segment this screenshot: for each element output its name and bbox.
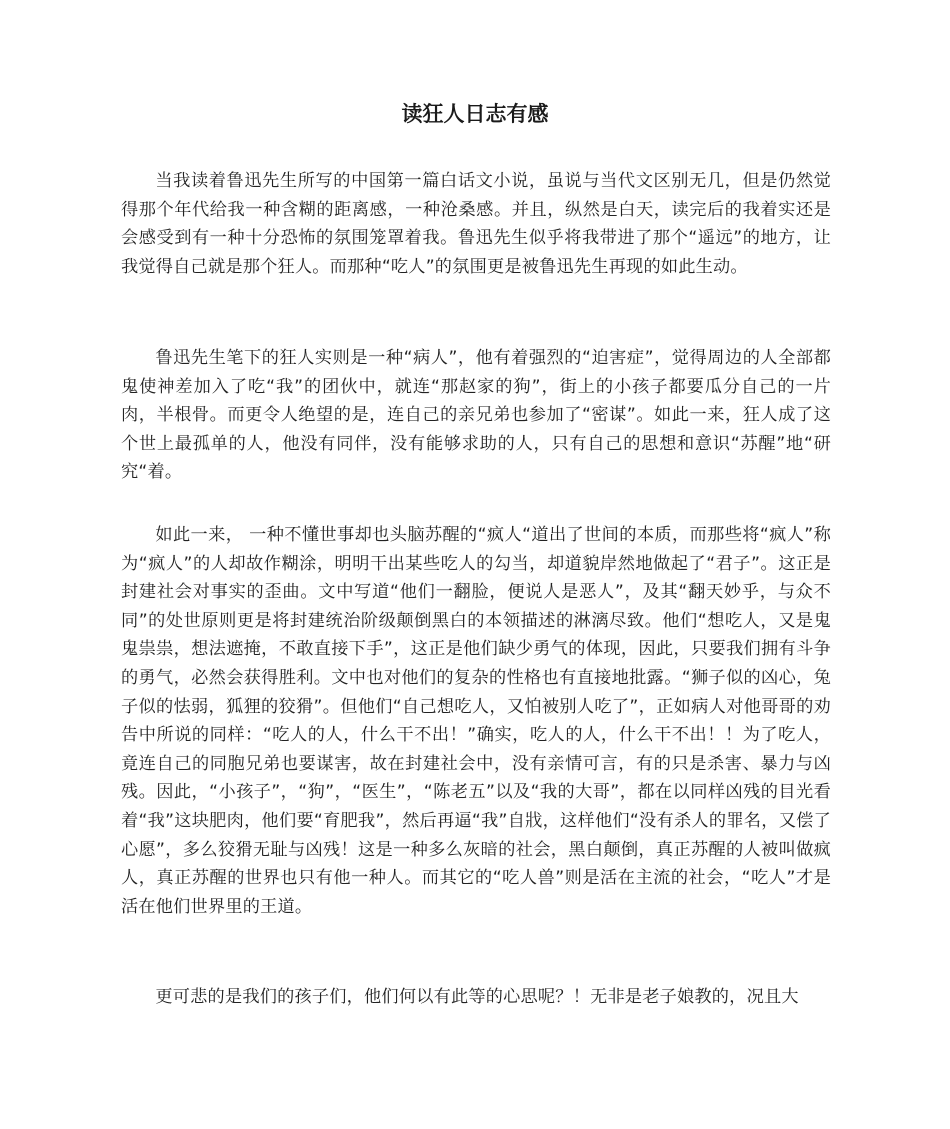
paragraph-1: 当我读着鲁迅先生所写的中国第一篇白话文小说，虽说与当代文区别无几，但是仍然觉得那个年代给我一种含糊的距离感，一种沧桑感。并且，纵然是白天，读完后的我着实还是会感受到有一种十分恐怖的氛围笼罩着我。鲁迅先生似乎将我带进了那个“遥远”的地方，让我觉得自己就是那个狂人。而那种“吃人”的氛围更是被鲁迅先生再现的如此生动。 xyxy=(121,171,831,277)
paragraph-4: 更可悲的是我们的孩子们，他们何以有此等的心思呢？！无非是老子娘教的，况且大 xyxy=(155,987,799,1007)
document-title: 读狂人日志有感 xyxy=(401,102,549,126)
paragraph-3: 如此一来， 一种不懂世事却也头脑苏醒的“疯人“道出了世间的本质，而那些将“疯人”称为“疯人”的人却故作糊涂，明明干出某些吃人的勾当，却道貌岸然地做起了“君子”。这正是封建社会对事实的歪曲。文中写道“他们一翻脸，便说人是恶人”，及其“翻天妙乎，与众不同”的处世原则更是将封建统治阶级颠倒黑白的本领描述的淋漓尽致。他们“想吃人，又是鬼鬼祟祟，想法遮掩，不敢直接下手”，这正是他们缺少勇气的体现，因此，只要我们拥有斗争的勇气，必然会获得胜利。文中也对他们的复杂的性格也有直接地批露。“狮子似的凶心，兔子似的怯弱，狐狸的狡猾”。但他们“自己想吃人，又怕被别人吃了”，正如病人对他哥哥的劝告中所说的同样：“吃人的人，什么干不出！”确实，吃人的人，什么干不出！！为了吃人，竟连自己的同胞兄弟也要谋害，故在封建社会中，没有亲情可言，有的只是杀害、暴力与凶残。因此，“小孩子”，“狗”，“医生”，“陈老五”以及“我的大哥”，都在以同样凶残的目光看着“我”这块肥肉，他们要“育肥我”，然后再逼“我”自戕，这样他们“没有杀人的罪名，又偿了心愿”，多么狡猾无耻与凶残！这是一种多么灰暗的社会，黑白颠倒，真正苏醒的人被叫做疯人，真正苏醒的世界也只有他一种人。而其它的“吃人兽”则是活在主流的社会，“吃人”才是活在他们世界里的王道。 xyxy=(121,525,831,917)
paragraph-2: 鲁迅先生笔下的狂人实则是一种“病人”，他有着强烈的“迫害症”，觉得周边的人全部都鬼使神差加入了吃“我”的团伙中，就连“那赵家的狗”，街上的小孩子都要瓜分自己的一片肉，半根骨。而更令人绝望的是，连自己的亲兄弟也参加了“密谋”。如此一来，狂人成了这个世上最孤单的人，他没有同伴，没有能够求助的人，只有自己的思想和意识“苏醒”地“研究“着。 xyxy=(121,348,831,483)
